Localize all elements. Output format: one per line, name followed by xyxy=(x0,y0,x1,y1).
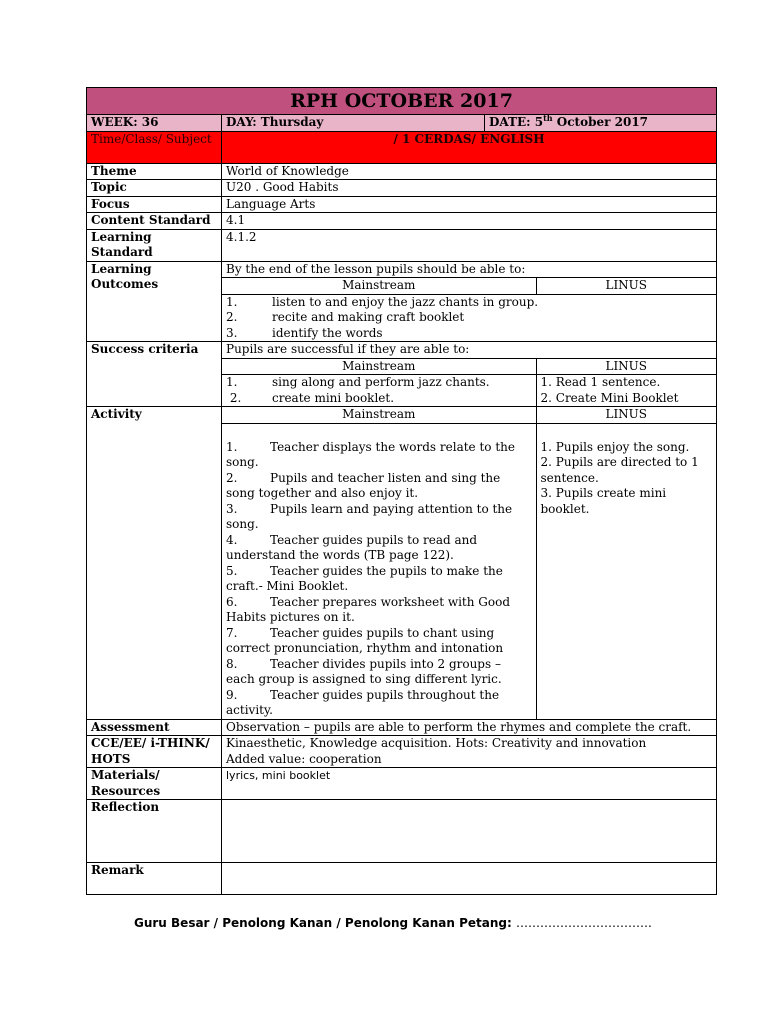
date-suffix: th xyxy=(543,113,553,123)
signature-footer xyxy=(134,916,652,930)
list-item: 1. Teacher displays the words relate to the song. xyxy=(226,439,515,469)
learning-standard-row xyxy=(87,229,717,261)
list-item: 1. sing along and perform jazz chants. xyxy=(226,375,490,389)
list-item: 2. create mini booklet. xyxy=(226,390,395,405)
success-criteria-row xyxy=(87,342,717,407)
class-row xyxy=(87,131,717,163)
learning-outcomes-row xyxy=(87,261,717,342)
reflection-value xyxy=(222,800,717,863)
success-criteria-subtable xyxy=(222,358,716,407)
list-item: 2. Create Mini Booklet xyxy=(540,390,679,405)
list-item: 1. Read 1 sentence. xyxy=(540,375,661,389)
activity-content xyxy=(222,407,717,720)
learning-outcomes-content xyxy=(222,261,717,342)
success-criteria-intro: Pupils are successful if they are able to: xyxy=(226,342,470,356)
date-rest: October 2017 xyxy=(552,115,649,129)
class-label: Time/Class/ Subject xyxy=(87,131,222,163)
date-prefix: DATE: 5 xyxy=(489,115,544,129)
activity-mainstream-list xyxy=(226,440,532,719)
outcomes-linus-header: LINUS xyxy=(536,278,716,295)
activity-subtable xyxy=(222,407,716,719)
lesson-plan-table xyxy=(86,87,717,895)
cce-row xyxy=(87,736,717,768)
list-item: 4. Teacher guides pupils to read and understand the words (TB page 122). xyxy=(226,532,478,562)
day-cell: DAY: Thursday xyxy=(222,115,485,132)
theme-value: World of Knowledge xyxy=(222,163,717,180)
success-linus-cell xyxy=(536,375,716,407)
content-standard-label: Content Standard xyxy=(87,213,222,230)
learning-outcomes-label: Learning Outcomes xyxy=(87,261,222,342)
class-value: / 1 CERDAS/ ENGLISH xyxy=(222,131,717,163)
list-item: 1. Pupils enjoy the song. xyxy=(540,439,690,454)
outcomes-list-cell xyxy=(222,294,716,341)
learning-standard-label: Learning Standard xyxy=(87,229,222,261)
list-item: 2. Pupils are directed to 1 sentence. xyxy=(540,455,699,485)
theme-label: Theme xyxy=(87,163,222,180)
success-criteria-content xyxy=(222,342,717,407)
content-standard-row xyxy=(87,213,717,230)
success-mainstream-cell xyxy=(222,375,536,407)
activity-linus-cell xyxy=(536,423,716,719)
topic-row xyxy=(87,180,717,197)
list-item: 3. identify the words xyxy=(226,325,383,340)
remark-value xyxy=(222,863,717,895)
cce-line-2: Added value: cooperation xyxy=(226,751,382,766)
assessment-value: Observation – pupils are able to perform the rhymes and complete the craft. xyxy=(222,719,717,736)
assessment-row xyxy=(87,719,717,736)
success-linus-header: LINUS xyxy=(536,358,716,375)
list-item: 9. Teacher guides pupils throughout the activity. xyxy=(226,687,500,717)
signature-dots: ……………………………. xyxy=(515,916,652,930)
week-row xyxy=(87,115,717,132)
cce-line-1: Kinaesthetic, Knowledge acquisition. Hots: Creativity and innovation xyxy=(226,736,647,750)
list-item: 5. Teacher guides the pupils to make the craft.- Mini Booklet. xyxy=(226,563,503,593)
date-cell xyxy=(485,115,717,132)
list-item: 3. Pupils create mini booklet. xyxy=(540,486,667,516)
activity-row xyxy=(87,407,717,720)
reflection-label: Reflection xyxy=(87,800,222,863)
learning-outcomes-intro: By the end of the lesson pupils should be able to: xyxy=(226,261,526,276)
list-item: 2. Pupils and teacher listen and sing the song together and also enjoy it. xyxy=(226,470,501,500)
content-standard-value: 4.1 xyxy=(222,213,717,230)
activity-mainstream-cell xyxy=(222,423,536,719)
materials-label: Materials/ Resources xyxy=(87,768,222,800)
week-cell: WEEK: 36 xyxy=(87,115,222,132)
learning-standard-value: 4.1.2 xyxy=(222,229,717,261)
list-item: 8. Teacher divides pupils into 2 groups – each group is assigned to sing different lyric. xyxy=(226,656,502,686)
focus-label: Focus xyxy=(87,196,222,213)
focus-row xyxy=(87,196,717,213)
learning-outcomes-subtable xyxy=(222,277,716,341)
document-title: RPH OCTOBER 2017 xyxy=(87,88,717,115)
list-item: 1. listen to and enjoy the jazz chants in group. xyxy=(226,294,539,309)
focus-value: Language Arts xyxy=(222,196,717,213)
list-item: 3. Pupils learn and paying attention to the song. xyxy=(226,501,513,531)
list-item: 2. recite and making craft booklet xyxy=(226,310,465,324)
activity-label: Activity xyxy=(87,407,222,720)
theme-row xyxy=(87,163,717,180)
success-mainstream-header: Mainstream xyxy=(222,358,536,375)
remark-row xyxy=(87,863,717,895)
outcomes-list xyxy=(226,295,712,342)
list-item: 7. Teacher guides pupils to chant using correct pronunciation, rhythm and intonation xyxy=(226,625,504,655)
topic-label: Topic xyxy=(87,180,222,197)
success-mainstream-list xyxy=(226,375,532,406)
footer-label: Guru Besar / Penolong Kanan / Penolong Kanan Petang: xyxy=(134,916,516,930)
lesson-plan-sheet xyxy=(86,87,716,895)
materials-value: lyrics, mini booklet xyxy=(222,768,717,800)
remark-label: Remark xyxy=(87,863,222,895)
cce-value xyxy=(222,736,717,768)
outcomes-mainstream-header: Mainstream xyxy=(222,278,536,295)
activity-mainstream-header: Mainstream xyxy=(342,407,416,421)
materials-row xyxy=(87,768,717,800)
activity-linus-header: LINUS xyxy=(536,407,716,423)
topic-value: U20 . Good Habits xyxy=(222,180,717,197)
cce-label: CCE/EE/ i-THINK/ HOTS xyxy=(87,736,222,768)
list-item: 6. Teacher prepares worksheet with Good Habits pictures on it. xyxy=(226,594,511,624)
success-criteria-label: Success criteria xyxy=(87,342,222,407)
reflection-row xyxy=(87,800,717,863)
assessment-label: Assessment xyxy=(87,719,222,736)
title-row xyxy=(87,88,717,115)
